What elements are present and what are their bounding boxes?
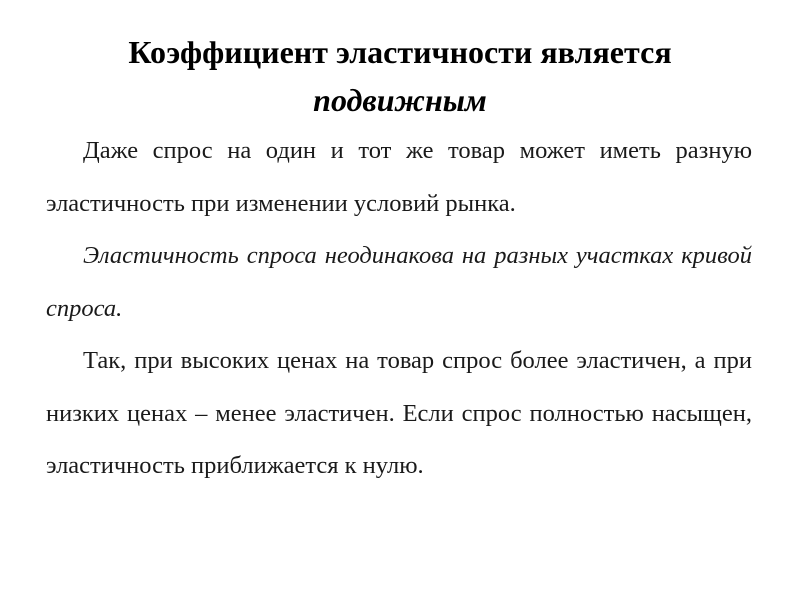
paragraph-demand-curve-sections: Эластичность спроса неодинакова на разных участках кривой спроса. [46, 242, 752, 322]
slide-title-line1: Коэффициент эластичности является [128, 34, 672, 70]
slide-body [46, 125, 752, 493]
slide-title-line2: подвижным [313, 82, 487, 118]
paragraph-price-levels: Так, при высоких ценах на товар спрос более эластичен, а при низких ценах – менее эластичен. Если спрос полностью насыщен, эластичность приближается к нулю. [46, 347, 752, 479]
slide-title [40, 28, 760, 124]
paragraph-varying-elasticity: Даже спрос на один и тот же товар может иметь разную эластичность при изменении условий рынка. [46, 137, 752, 217]
